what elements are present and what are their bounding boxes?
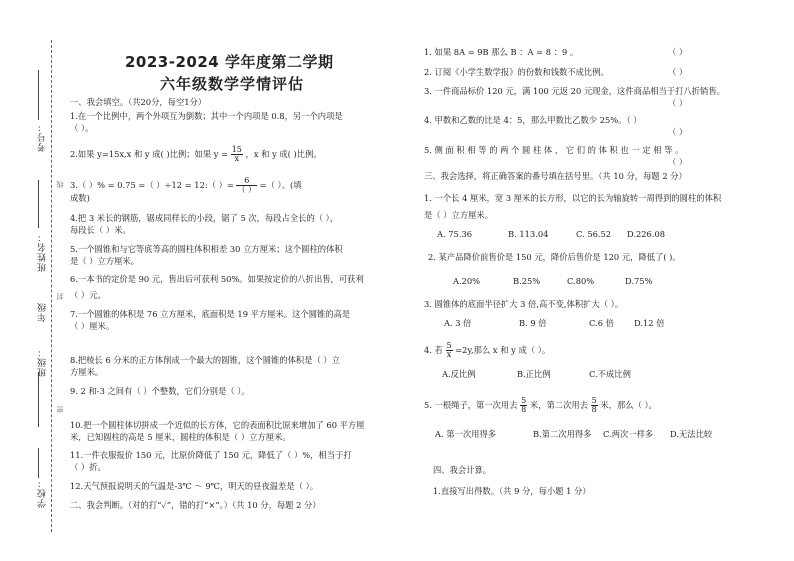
choice-q2-option-b: B.25% [513, 276, 541, 286]
question-line: 9. 2 和-3 之间有（ ）个整数，它们分别是（ ）。 [70, 386, 250, 396]
choice-q1: 1. 一个长 4 厘米，宽 3 厘米的长方形，以它的长为轴旋转一周得到的圆柱的体积 [424, 193, 722, 203]
question-line: 每段长（ ）米。 [70, 225, 131, 235]
choice-q4-option-a: A.反比例 [442, 369, 476, 379]
question-line: 米，已知圆柱的高是 5 厘米，圆柱的体积是（ ）立方厘米。 [70, 432, 291, 442]
question-line: （ ）厘米。 [70, 321, 115, 331]
section-2-heading: 二、我会判断。（对的打“✓”，错的打“×”。）（共 10 分，每题 2 分） [70, 500, 321, 510]
choice-q5-option-d: D.无法比较 [670, 429, 713, 439]
judge-q4-bracket: （ ） [668, 127, 688, 137]
judge-q1-bracket: （ ） [668, 47, 688, 57]
q3-text-a: 3.（ ）% = 0.75 =（ ）÷12 = 12:（ ）= [70, 180, 234, 190]
question-line: （ ）。 [70, 123, 94, 133]
choice-q4-option-b: B.正比例 [517, 369, 551, 379]
judge-q5-bracket: （ ） [668, 157, 688, 167]
choice-q2: 2. 某产品降价前售价是 150 元，降价后售价是 120 元，降低了( )。 [428, 252, 681, 262]
choice-q4-fraction [446, 342, 453, 359]
page-subtitle: 六年级数学学情评估 [160, 75, 305, 93]
xingming-blank [38, 180, 39, 228]
kaohao-blank [38, 70, 39, 120]
seal-mark-xian: 线 [56, 180, 64, 188]
frac-den: x [446, 350, 452, 359]
question-line: 是（ ）立方厘米。 [70, 256, 140, 266]
choice-q3-option-d: D.12 倍 [634, 318, 665, 328]
section-3-heading: 三、我会选择，将正确答案的番号填在括号里。（共 10 分，每题 2 分） [424, 171, 687, 181]
seal-mark-mi: 密 [56, 405, 64, 413]
xuexiao-blank [38, 448, 39, 478]
choice-q1-option-c: C. 56.52 [576, 229, 612, 239]
choice-q1-option-b: B. 113.04 [508, 229, 549, 239]
choice-q5-fraction-1 [520, 397, 527, 414]
choice-q4-text-b: =2y,那么 x 和 y 成（ ）。 [455, 345, 551, 355]
choice-q5-option-a: A. 第一次用得多 [435, 429, 497, 439]
choice-q3-option-c: C.6 倍 [589, 318, 614, 328]
q2-text-a: 2.如果 y=15x,x 和 y 成( )比例；如果 y = [70, 149, 229, 159]
judge-q1: 1. 如果 8A = 9B 那么 B ：A = 8 ：9 。 [424, 47, 579, 57]
question-line [70, 146, 322, 163]
label-banji: 班级： [38, 347, 48, 377]
judge-q3: 3. 一件商品标价 120 元，满 100 元返 20 元现金，这件商品相当于打八折销售。 [424, 86, 725, 96]
page-title: 2023-2024 学年度第二学期 [125, 53, 334, 71]
frac-den: 8 [591, 405, 597, 414]
judge-q2: 2. 订阅《小学生数学报》的份数和钱数不成比例。 [424, 67, 609, 77]
frac-num: 5 [591, 396, 597, 405]
label-ban: 班 [38, 262, 48, 272]
question-line: 6.一本书的定价是 90 元，售出后可获利 50%。如果按定价的八折出售，可获利 [70, 274, 364, 284]
frac-den: （ ） [237, 185, 257, 194]
q3-text-b: =（ ）。(填 [259, 180, 302, 190]
label-xingming: 姓名： [38, 232, 48, 262]
frac-num: 6 [236, 177, 257, 186]
question-line: 5.一个圆锥和与它等底等高的圆柱体积相差 30 立方厘米；这个圆柱的体积 [70, 244, 343, 254]
choice-q2-option-c: C.80% [567, 276, 595, 286]
frac-den: 8 [521, 405, 527, 414]
judge-q5: 5. 侧 面 积 相 等 的 两 个 圆 柱 体 ， 它 们 的 体 积 也 一 定 相 等 。 [424, 145, 684, 155]
choice-q2-option-a: A.20% [453, 276, 481, 286]
choice-q1-option-d: D.226.08 [627, 229, 666, 239]
choice-q5-option-b: B.第二次用得多 [533, 429, 592, 439]
choice-q5-text-a: 5. 一根绳子，第一次用去 [424, 400, 518, 410]
choice-q3: 3. 圆锥体的底面半径扩大 3 倍,高不变,体积扩大（ ）。 [424, 299, 624, 309]
frac-den: x [234, 154, 240, 163]
frac-num: 5 [446, 341, 452, 350]
frac-num: 5 [521, 396, 527, 405]
question-line [70, 177, 302, 194]
question-line: 成数) [70, 193, 90, 203]
seal-mark-feng: 封 [56, 292, 64, 300]
frac-num: 15 [231, 145, 242, 154]
choice-q5 [424, 397, 657, 414]
choice-q5-text-c: 米，那么（ ）。 [600, 400, 657, 410]
question-line: （ ）元。 [70, 290, 106, 300]
judge-q4: 4. 甲数和乙数的比是 4：5，那么甲数比乙数少 25%。（ ） [424, 115, 642, 125]
question-line: 1.在一个比例中，两个外项互为倒数；其中一个内项是 0.8，另一个内项是 [70, 111, 343, 121]
q2-fraction [231, 146, 243, 163]
q3-fraction [236, 177, 257, 194]
binding-line [51, 40, 52, 532]
choice-q5-option-c: C.两次一样多 [603, 429, 654, 439]
choice-q2-option-d: D.75% [625, 276, 653, 286]
choice-q4 [424, 342, 550, 359]
label-xuexiao: 学校： [38, 478, 48, 508]
judge-q3-bracket: （ ） [668, 98, 688, 108]
banji-blank [38, 372, 39, 427]
label-kaohao: 考号： [38, 122, 48, 152]
section-4-sub: 1.直接写出得数。（共 9 分，每小题 1 分） [433, 486, 591, 496]
section-1-heading: 一、我会填空。（共20分，每空1分） [70, 97, 207, 107]
choice-q5-text-b: 米，第二次用去 [529, 400, 588, 410]
question-line: 方厘米。 [70, 367, 104, 377]
question-line: 10.把一个圆柱体切拼成一个近似的长方体，它的表面积比原来增加了 60 平方厘 [70, 420, 365, 430]
judge-q2-bracket: （ ） [668, 67, 688, 77]
question-line: 4.把 3 米长的钢筋，锯成同样长的小段，锯了 5 次，每段占全长的（ ）， [70, 213, 339, 223]
label-nianji: 年级 [38, 302, 48, 322]
question-line: （ ）折。 [70, 462, 106, 472]
question-line: 8.把棱长 6 分米的正方体削成一个最大的圆锥，这个圆锥的体积是（ ）立 [70, 355, 341, 365]
choice-q3-option-a: A. 3 倍 [444, 318, 472, 328]
choice-q4-option-c: C.不成比例 [589, 369, 631, 379]
question-line: 12.天气预报说明天的气温是-3℃ ～ 9℃，明天的昼夜温差是（ ）。 [70, 481, 319, 491]
choice-q3-option-b: B. 9 倍 [519, 318, 547, 328]
choice-q4-text-a: 4. 若 [424, 345, 443, 355]
q2-text-b: ，x 和 y 成( )比例。 [245, 149, 322, 159]
choice-q1-option-a: A. 75.36 [437, 229, 473, 239]
question-line: 7.一个圆锥的体积是 76 立方厘米，底面积是 19 平方厘米。这个圆锥的高是 [70, 309, 351, 319]
section-4-heading: 四、我会计算。 [433, 465, 492, 475]
choice-q5-fraction-2 [591, 397, 598, 414]
question-line: 11.一件衣服报价 150 元，比原价降低了 150 元，降低了（ ）%，相当于打 [70, 450, 352, 460]
choice-q1: 是（ ）立方厘米。 [424, 210, 494, 220]
